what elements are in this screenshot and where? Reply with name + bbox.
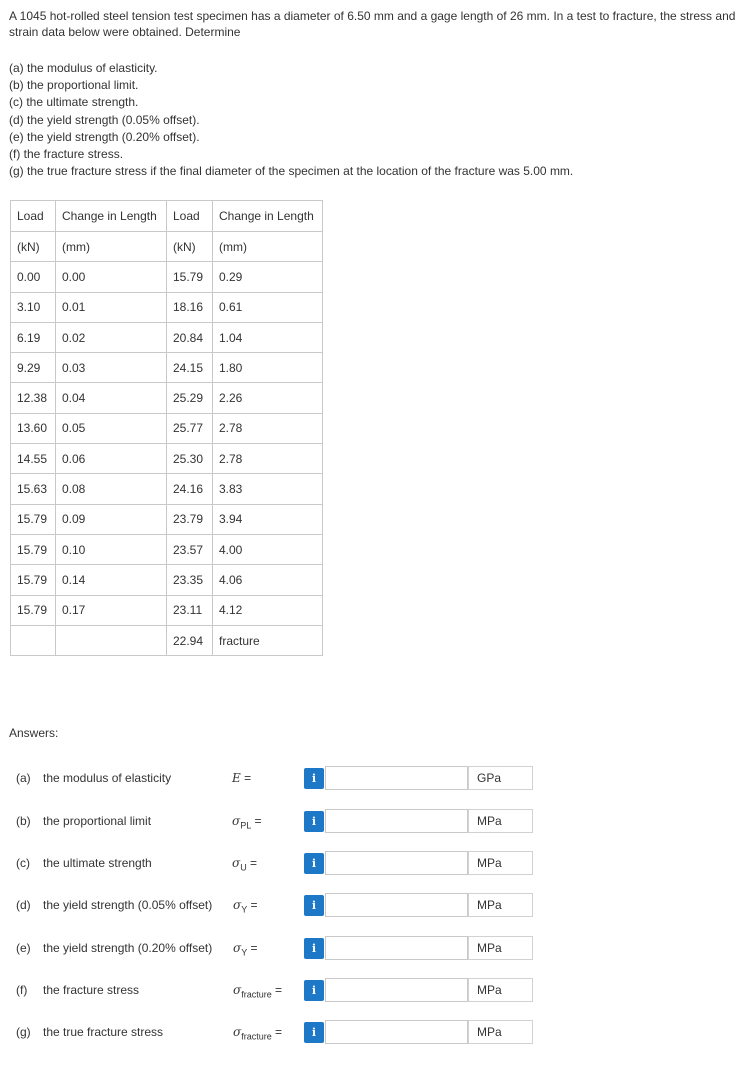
table-cell: 15.79 [11, 534, 56, 564]
table-cell: 14.55 [11, 444, 56, 474]
table-cell: 13.60 [11, 413, 56, 443]
answer-letter: (d) [16, 898, 31, 912]
table-cell: 20.84 [167, 322, 213, 352]
problem-statement: A 1045 hot-rolled steel tension test specimen has a diameter of 6.50 mm and a gage length of 26 mm. In a test to fracture, the stress and strain data below were obtained. Determine [9, 9, 736, 39]
answer-letter: (a) [16, 771, 31, 785]
answer-unit: MPa [468, 1020, 533, 1044]
answer-symbol [233, 941, 258, 957]
answer-equals: = [271, 983, 283, 997]
answer-equals: = [247, 941, 258, 955]
answers-heading: Answers: [9, 726, 59, 740]
table-cell: 15.79 [11, 565, 56, 595]
answer-input[interactable] [325, 851, 468, 875]
answer-letter: (c) [16, 856, 30, 870]
answer-symbol-subscript: Y [241, 947, 248, 958]
info-icon[interactable]: i [304, 1022, 324, 1043]
table-cell: 0.02 [56, 322, 167, 352]
answer-equals: = [246, 856, 258, 870]
answer-label-text: the proportional limit [43, 814, 152, 828]
table-header-row [11, 201, 323, 232]
answer-symbol-subscript: fracture [241, 989, 272, 1000]
table-cell: 12.38 [11, 383, 56, 413]
answer-input[interactable] [325, 936, 468, 960]
answer-symbol-main: E [232, 771, 241, 785]
table-cell: 0.01 [56, 292, 167, 322]
table-row [11, 534, 323, 564]
info-icon[interactable]: i [304, 938, 324, 959]
table-cell: 2.78 [213, 444, 323, 474]
table-cell: 23.79 [167, 504, 213, 534]
answer-row [0, 1020, 746, 1046]
table-cell: 15.79 [11, 595, 56, 625]
answer-letter: (f) [16, 983, 28, 997]
table-cell: 3.94 [213, 504, 323, 534]
question-part-a: (a) the modulus of elasticity. [9, 61, 158, 75]
answer-equals: = [251, 814, 262, 828]
question-parts-list [9, 60, 573, 180]
answer-row [0, 893, 746, 919]
table-row [11, 353, 323, 383]
table-cell: 1.80 [213, 353, 323, 383]
table-units-row [11, 232, 323, 262]
answer-symbol-main: σ [232, 814, 241, 828]
answer-label-text: the true fracture stress [43, 1025, 164, 1039]
answer-symbol-main: σ [233, 898, 242, 912]
table-row [11, 262, 323, 292]
answer-equals: = [240, 771, 252, 785]
table-cell: 25.77 [167, 413, 213, 443]
answer-label-text: the yield strength (0.05% offset) [43, 898, 213, 912]
load-elongation-table [10, 200, 323, 656]
answer-unit: MPa [468, 851, 533, 875]
table-cell: 25.30 [167, 444, 213, 474]
answer-input[interactable] [325, 1020, 468, 1044]
table-cell: 0.08 [56, 474, 167, 504]
question-part-c: (c) the ultimate strength. [9, 95, 139, 110]
table-cell [56, 625, 167, 655]
answer-letter: (g) [16, 1025, 31, 1039]
answer-input[interactable] [325, 893, 468, 917]
table-cell: 0.61 [213, 292, 323, 322]
answer-unit: MPa [468, 978, 533, 1002]
table-cell: 0.00 [56, 262, 167, 292]
answer-symbol [233, 1025, 282, 1041]
table-cell: 0.29 [213, 262, 323, 292]
answer-label-text: the modulus of elasticity [43, 771, 172, 785]
table-cell: 4.12 [213, 595, 323, 625]
table-cell: 24.15 [167, 353, 213, 383]
answer-row [0, 936, 746, 962]
answer-unit: GPa [468, 766, 533, 790]
table-cell: 15.63 [11, 474, 56, 504]
table-unit-cell: (kN) [167, 232, 213, 262]
answer-row [0, 766, 746, 792]
table-cell: 15.79 [167, 262, 213, 292]
table-row [11, 625, 323, 655]
table-unit-cell: (mm) [56, 232, 167, 262]
table-cell: 2.26 [213, 383, 323, 413]
answer-symbol [232, 771, 251, 785]
table-cell: 4.00 [213, 534, 323, 564]
answer-equals: = [247, 898, 258, 912]
table-cell: 3.10 [11, 292, 56, 322]
answer-symbol [232, 814, 262, 830]
table-row [11, 292, 323, 322]
table-cell: 0.05 [56, 413, 167, 443]
info-icon[interactable]: i [304, 980, 324, 1001]
answer-letter: (e) [16, 941, 31, 955]
answer-symbol-main: σ [233, 983, 242, 997]
table-row [11, 474, 323, 504]
table-row [11, 322, 323, 352]
answer-label-text: the yield strength (0.20% offset) [43, 941, 213, 955]
table-cell: 22.94 [167, 625, 213, 655]
answer-symbol [233, 898, 258, 914]
answer-label [16, 771, 171, 785]
table-cell: 0.10 [56, 534, 167, 564]
answer-symbol-main: σ [233, 1025, 242, 1039]
table-header-cell: Load [167, 201, 213, 232]
question-part-g: (g) the true fracture stress if the final diameter of the specimen at the location of the fracture was 5.00 mm. [9, 164, 574, 179]
table-row [11, 444, 323, 474]
answer-row [0, 978, 746, 1004]
answer-unit: MPa [468, 936, 533, 960]
answer-label-text: the fracture stress [43, 983, 140, 997]
table-cell: 1.04 [213, 322, 323, 352]
table-cell: 6.19 [11, 322, 56, 352]
answer-row [0, 851, 746, 877]
table-row [11, 595, 323, 625]
table-cell: 2.78 [213, 413, 323, 443]
answer-symbol [232, 856, 257, 872]
question-part-f: (f) the fracture stress. [9, 147, 124, 162]
answer-symbol-subscript: Y [241, 904, 248, 915]
table-cell: 24.16 [167, 474, 213, 504]
question-part-b: (b) the proportional limit. [9, 78, 139, 93]
answer-symbol [233, 983, 282, 999]
table-row [11, 413, 323, 443]
table-row [11, 383, 323, 413]
answer-label-text: the ultimate strength [43, 856, 152, 870]
info-icon[interactable]: i [304, 853, 324, 874]
answer-label [16, 898, 212, 912]
table-cell: 25.29 [167, 383, 213, 413]
table-cell: 0.06 [56, 444, 167, 474]
table-cell: 0.14 [56, 565, 167, 595]
answer-input[interactable] [325, 766, 468, 790]
table-cell: 23.57 [167, 534, 213, 564]
table-cell: 3.83 [213, 474, 323, 504]
answer-input[interactable] [325, 978, 468, 1002]
info-icon[interactable]: i [304, 811, 324, 832]
answer-label [16, 941, 212, 955]
table-cell: 0.03 [56, 353, 167, 383]
table-unit-cell: (mm) [213, 232, 323, 262]
answer-letter: (b) [16, 814, 31, 828]
answer-label [16, 814, 151, 828]
table-cell: 0.04 [56, 383, 167, 413]
table-row [11, 504, 323, 534]
table-cell: fracture [213, 625, 323, 655]
table-cell: 0.09 [56, 504, 167, 534]
table-cell [11, 625, 56, 655]
answer-label [16, 983, 139, 997]
table-row [11, 565, 323, 595]
answer-unit: MPa [468, 893, 533, 917]
table-header-cell: Change in Length [56, 201, 167, 232]
table-cell: 0.17 [56, 595, 167, 625]
table-header-cell: Load [11, 201, 56, 232]
answer-row [0, 809, 746, 835]
answer-symbol-main: σ [232, 856, 241, 870]
question-part-d: (d) the yield strength (0.05% offset). [9, 112, 200, 127]
answer-input[interactable] [325, 809, 468, 833]
question-part-e: (e) the yield strength (0.20% offset). [9, 129, 200, 144]
table-cell: 4.06 [213, 565, 323, 595]
info-icon[interactable]: i [304, 895, 324, 916]
answer-symbol-main: σ [233, 941, 242, 955]
answer-equals: = [271, 1025, 283, 1039]
table-cell: 23.35 [167, 565, 213, 595]
table-cell: 18.16 [167, 292, 213, 322]
table-cell: 9.29 [11, 353, 56, 383]
answer-symbol-subscript: PL [240, 820, 252, 831]
table-header-cell: Change in Length [213, 201, 323, 232]
table-cell: 0.00 [11, 262, 56, 292]
table-cell: 23.11 [167, 595, 213, 625]
answer-unit: MPa [468, 809, 533, 833]
answer-symbol-subscript: fracture [241, 1031, 272, 1042]
table-unit-cell: (kN) [11, 232, 56, 262]
answer-symbol-subscript: U [240, 862, 247, 873]
info-icon[interactable]: i [304, 768, 324, 789]
answer-label [16, 856, 152, 870]
table-cell: 15.79 [11, 504, 56, 534]
answer-label [16, 1025, 163, 1039]
